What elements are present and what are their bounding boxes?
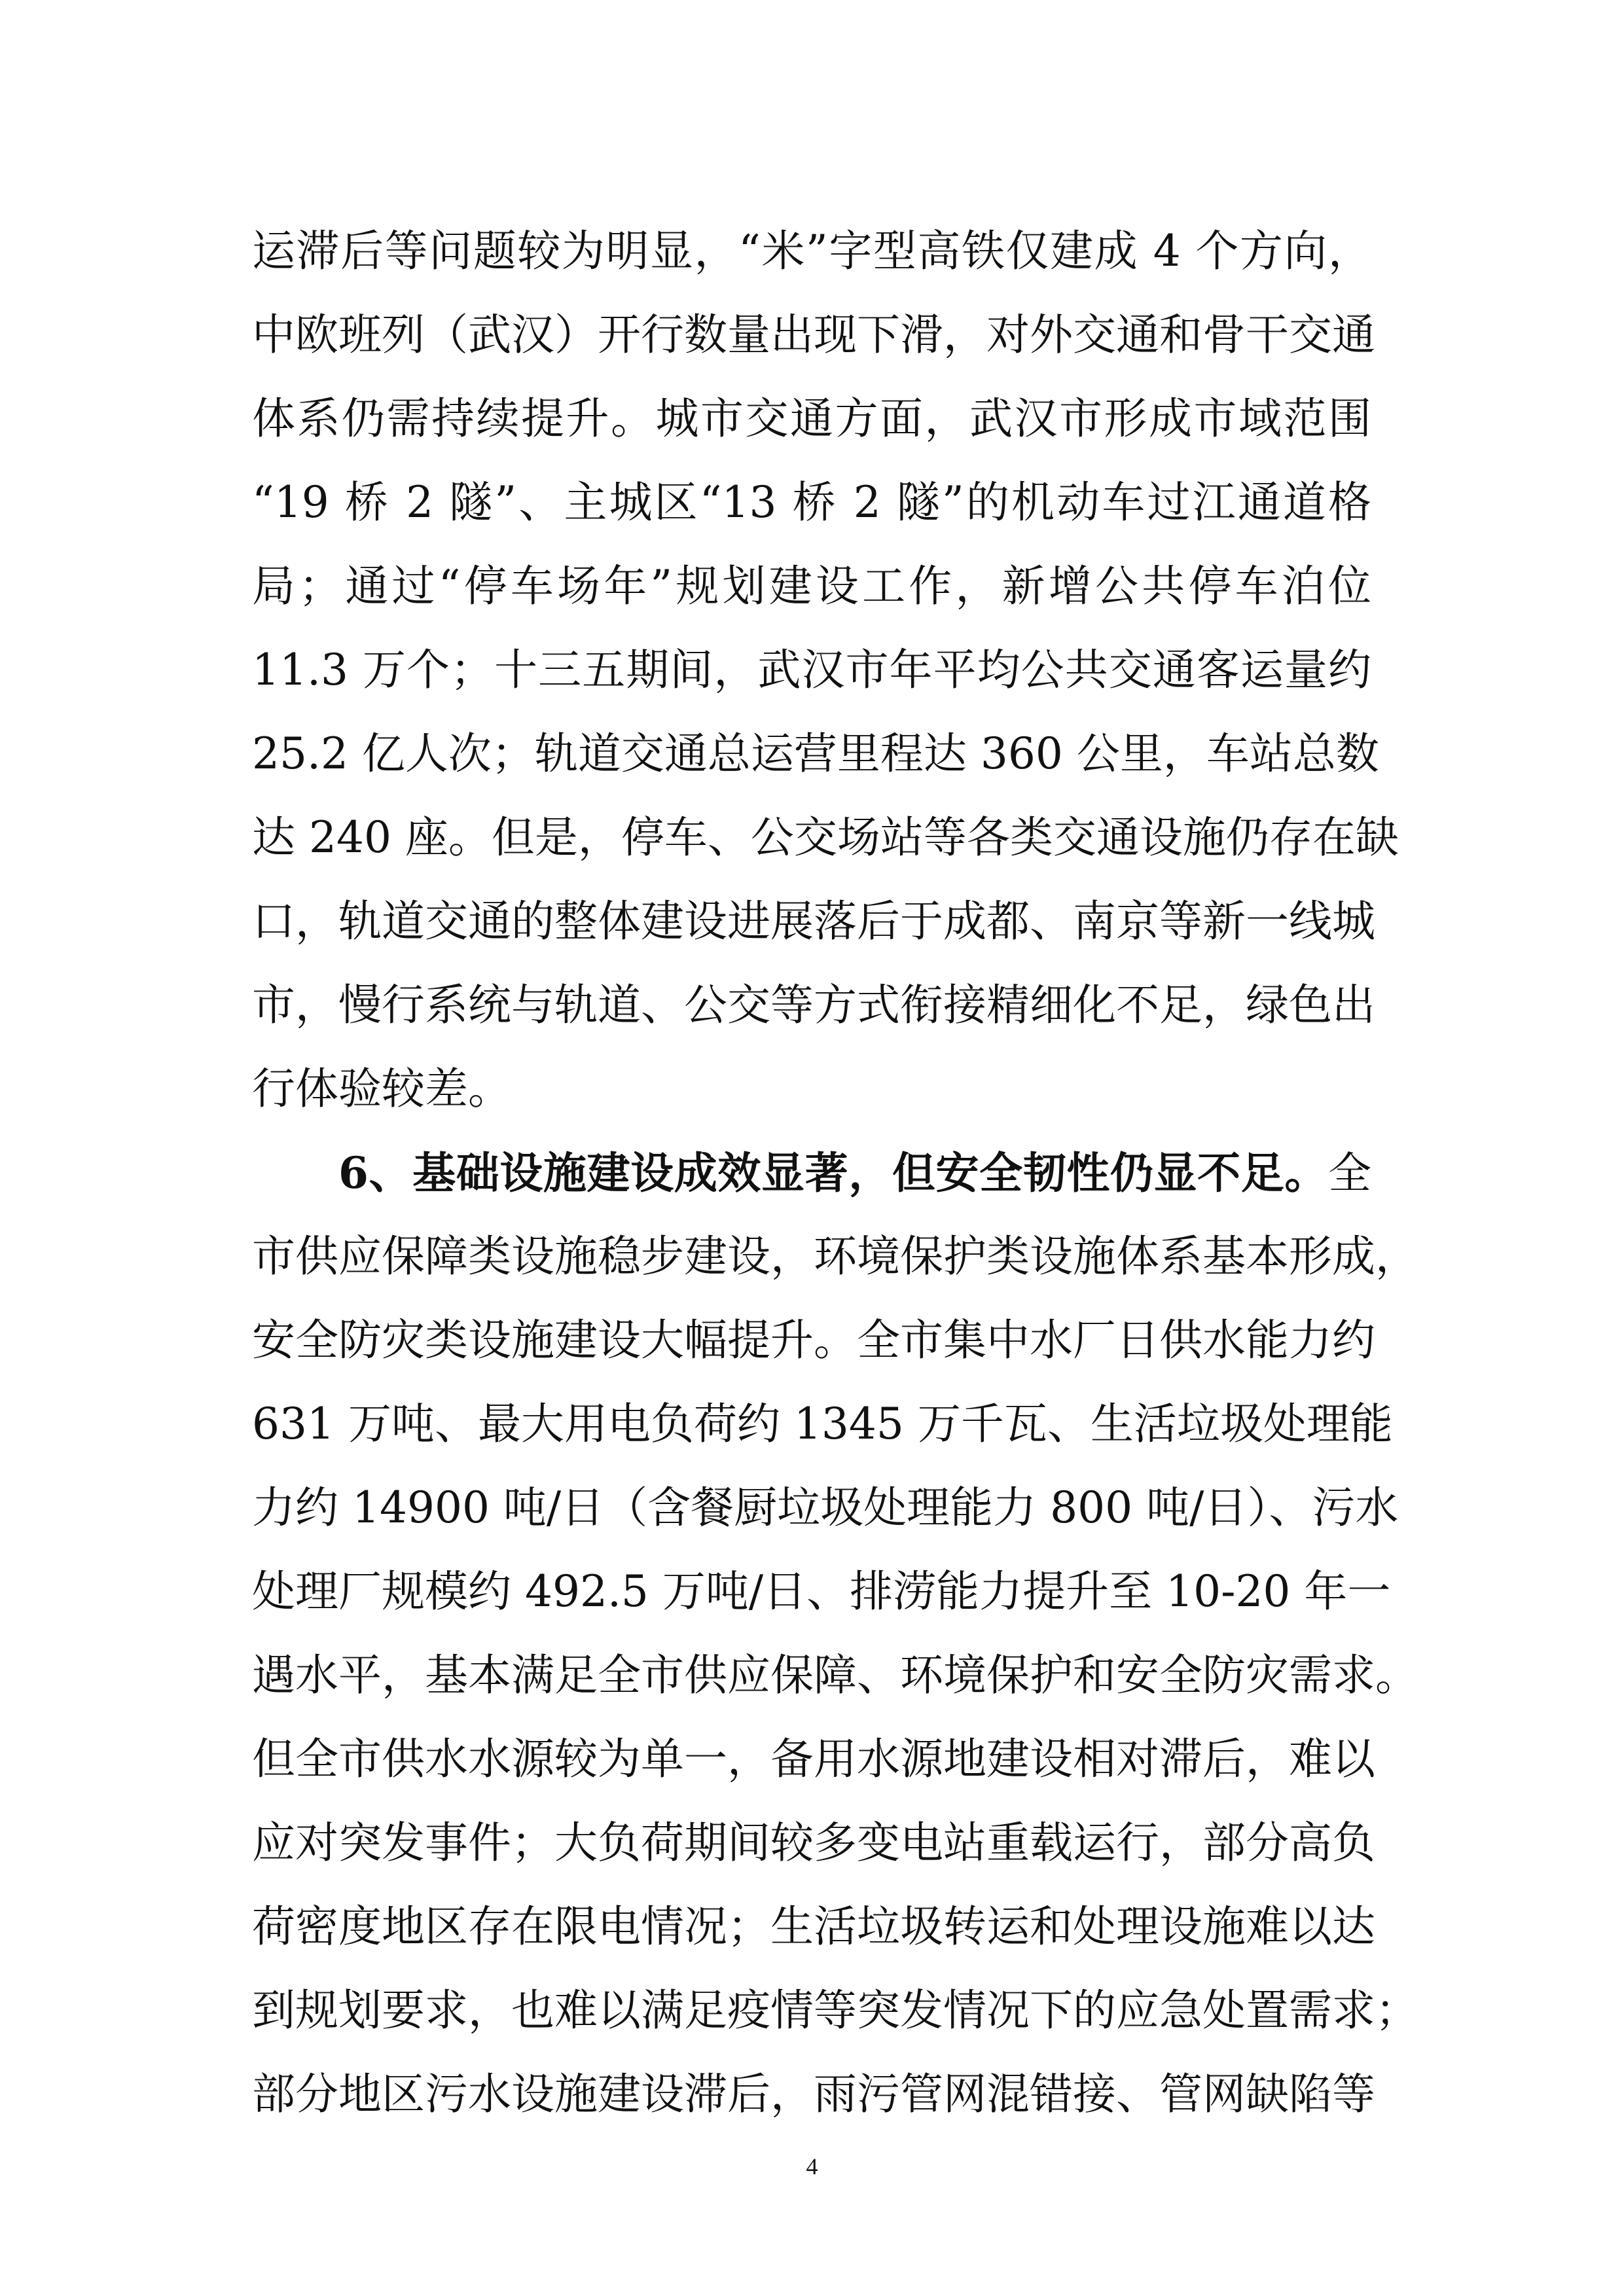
- body-line: 25.2 亿人次；轨道交通总运营里程达 360 公里，车站总数: [252, 728, 1379, 779]
- body-line: 体系仍需持续提升。城市交通方面，武汉市形成市域范围: [252, 393, 1371, 444]
- body-line: 运滞后等问题较为明显，“米”字型高铁仅建成 4 个方向，: [252, 226, 1371, 276]
- body-line: 到规划要求，也难以满足疫情等突发情况下的应急处置需求；: [252, 1985, 1418, 2036]
- page-number: 4: [806, 2153, 818, 2179]
- body-line: 局；通过“停车场年”规划建设工作，新增公共停车泊位: [252, 561, 1371, 611]
- body-line: 但全市供水水源较为单一，备用水源地建设相对滞后，难以: [252, 1734, 1375, 1784]
- body-line: 遇水平，基本满足全市供应保障、环境保护和安全防灾需求。: [252, 1650, 1418, 1700]
- body-line: 市，慢行系统与轨道、公交等方式衔接精细化不足，绿色出: [252, 980, 1375, 1030]
- body-line: 应对突发事件；大负荷期间较多变电站重载运行，部分高负: [252, 1818, 1375, 1868]
- body-line: 口，轨道交通的整体建设进展落后于成都、南京等新一线城: [252, 896, 1375, 946]
- body-line: 处理厂规模约 492.5 万吨/日、排涝能力提升至 10-20 年一: [252, 1566, 1391, 1617]
- body-line: 部分地区污水设施建设滞后，雨污管网混错接、管网缺陷等: [252, 2069, 1375, 2119]
- body-line: 11.3 万个；十三五期间，武汉市年平均公共交通客运量约: [252, 645, 1371, 695]
- section-6-heading: 6、基础设施建设成效显著，但安全韧性仍显不足。: [338, 1147, 1328, 1198]
- body-line: 达 240 座。但是，停车、公交场站等各类交通设施仍存在缺: [252, 812, 1399, 863]
- section-6-first-line: [252, 1131, 1371, 1215]
- section-6-first-line-tail: 全: [1328, 1148, 1371, 1198]
- body-line: 市供应保障类设施稳步建设，环境保护类设施体系基本形成，: [252, 1231, 1418, 1282]
- body-line: 力约 14900 吨/日（含餐厨垃圾处理能力 800 吨/日）、污水: [252, 1482, 1399, 1533]
- body-line: 631 万吨、最大用电负荷约 1345 万千瓦、生活垃圾处理能: [252, 1399, 1393, 1449]
- body-line: “19 桥 2 隧”、主城区“13 桥 2 隧”的机动车过江通道格: [252, 477, 1371, 528]
- body-line: 荷密度地区存在限电情况；生活垃圾转运和处理设施难以达: [252, 1901, 1375, 1952]
- body-line: 安全防灾类设施建设大幅提升。全市集中水厂日供水能力约: [252, 1315, 1375, 1365]
- body-line: 中欧班列（武汉）开行数量出现下滑，对外交通和骨干交通: [252, 310, 1375, 360]
- body-line: 行体验较差。: [252, 1064, 511, 1114]
